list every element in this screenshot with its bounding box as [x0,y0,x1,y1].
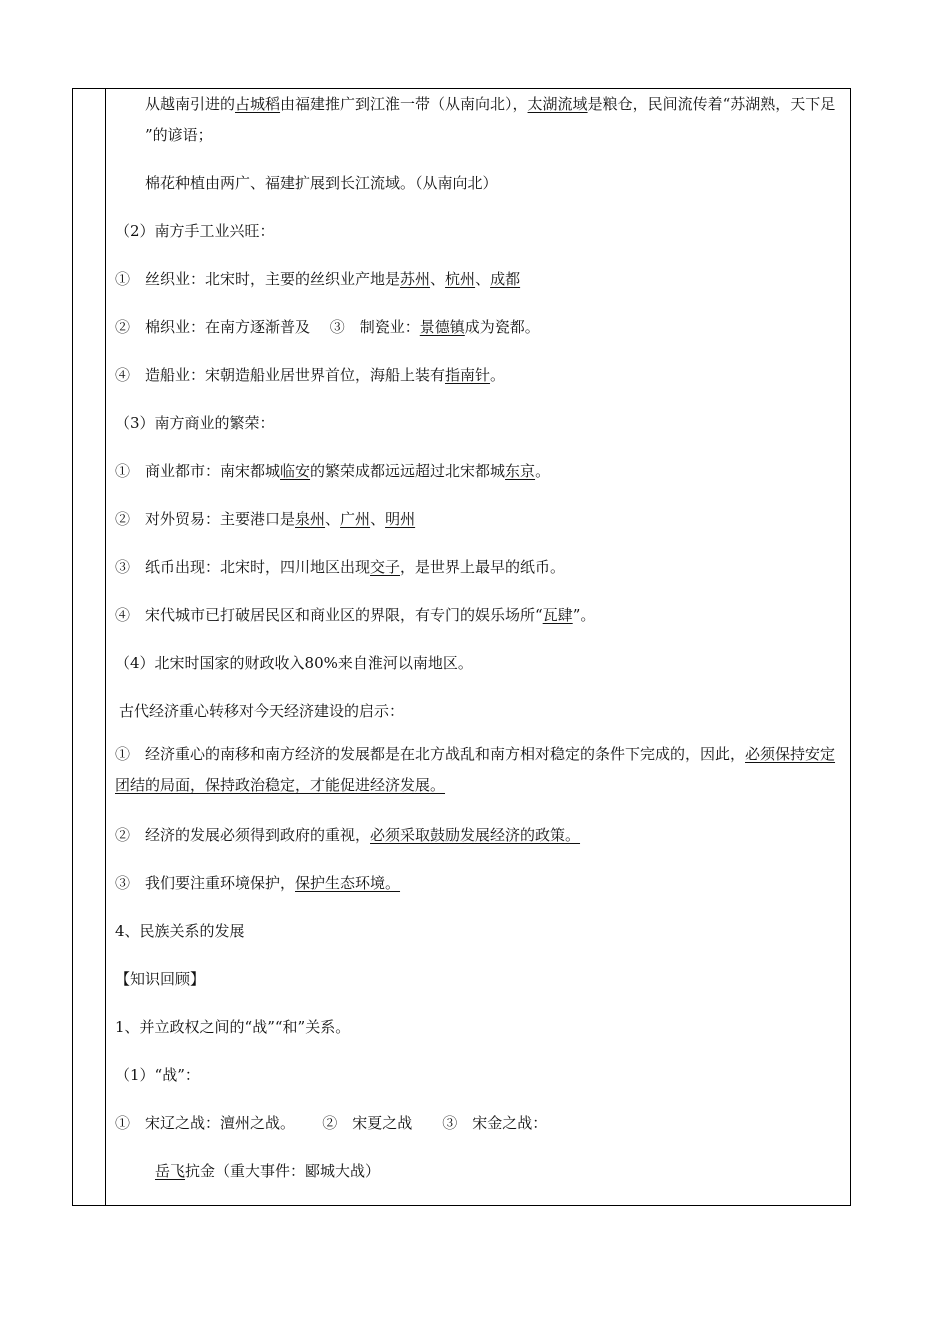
line-cotton-porcelain: ② 棉织业：在南方逐渐普及 ③ 制瓷业：景德镇成为瓷都。 [115,318,540,336]
line-war-heading: （1）“战”： [115,1066,200,1084]
left-column [73,89,106,1205]
line-handicraft-heading: （2）南方手工业兴旺： [115,222,275,240]
line-war-peace: 1、并立政权之间的“战”“和”关系。 [115,1018,351,1036]
line-wars: ① 宋辽之战：澶州之战。 ② 宋夏之战 ③ 宋金之战： [115,1114,548,1132]
line-shipbuilding: ④ 造船业：宋朝造船业居世界首位，海船上装有指南针。 [115,366,506,384]
content-cell [107,89,850,1205]
line-review: 【知识回顾】 [115,970,206,988]
line-lesson-1: ① 经济重心的南移和南方经济的发展都是在北方战乱和南方相对稳定的条件下完成的，因此，必须保持安定团结的局面，保持政治稳定，才能促进经济发展。 [115,745,836,794]
line-lesson-2: ② 经济的发展必须得到政府的重视，必须采取鼓励发展经济的政策。 [115,826,581,844]
line-city-districts: ④ 宋代城市已打破居民区和商业区的界限，有专门的娱乐场所“瓦肆”。 [115,606,596,624]
line-commerce-heading: （3）南方商业的繁荣： [115,414,275,432]
line-cotton: 棉花种植由两广、福建扩展到长江流域。（从南向北） [145,174,498,192]
line-yuefei: 岳飞抗金（重大事件：郾城大战） [155,1162,381,1180]
line-paper-money: ③ 纸币出现：北宋时，四川地区出现交子，是世界上最早的纸币。 [115,558,566,576]
line-trade: ② 对外贸易：主要港口是泉州、广州、明州 [115,510,416,528]
line-ethnic-relations: 4、民族关系的发展 [115,922,245,940]
line-revenue: （4）北宋时国家的财政收入80%来自淮河以南地区。 [115,654,473,672]
line-silk: ① 丝织业：北宋时，主要的丝织业产地是苏州、杭州、成都 [115,270,521,288]
line-lesson-3: ③ 我们要注重环境保护，保护生态环境。 [115,874,401,892]
line-rice: 从越南引进的占城稻由福建推广到江淮一带（从南向北），太湖流域是粮仓，民间流传着“苏湖熟，天下足 ”的谚语； [145,95,836,144]
table-frame [72,88,851,1206]
line-cities: ① 商业都市：南宋都城临安的繁荣成都远远超过北宋都城东京。 [115,462,551,480]
line-lessons-heading: 古代经济重心转移对今天经济建设的启示： [119,702,405,720]
